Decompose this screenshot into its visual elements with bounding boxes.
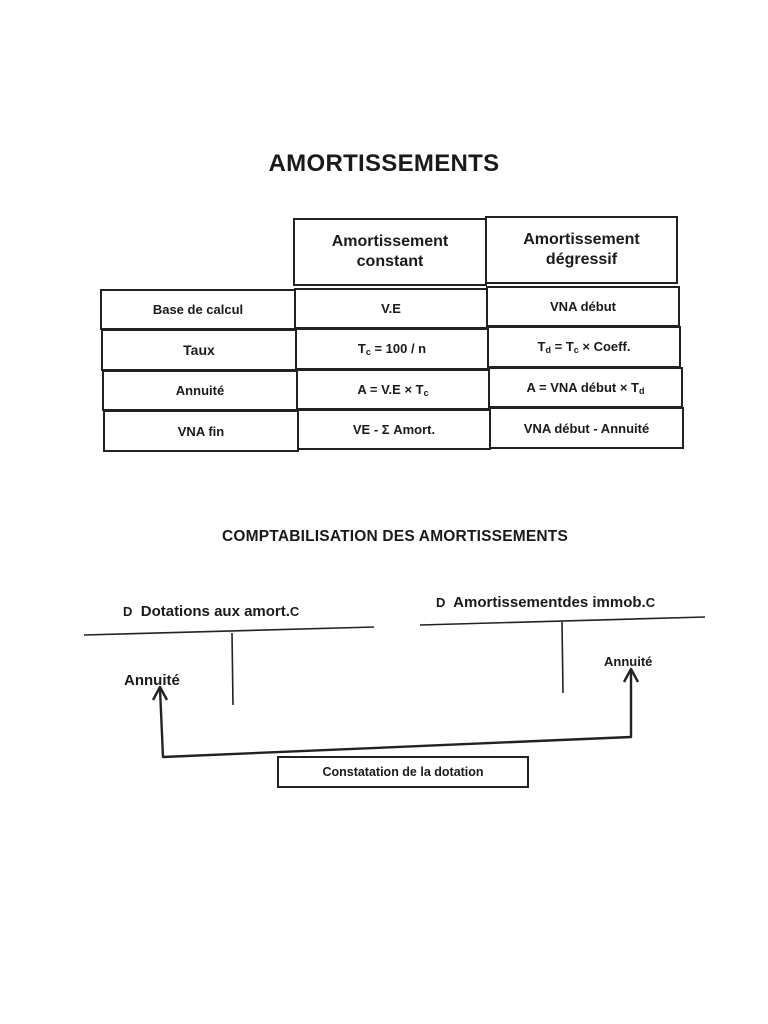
table-cell-degressif: VNA début - Annuité [489,407,684,449]
formula-tc: $T_c = 100 / n$ [357,341,427,357]
header-degressif-line2: dégressif [545,251,618,268]
table-cell-degressif: VNA début [486,286,680,327]
formula-annuity-constant: $A = V.E \times T_c$ [357,381,429,398]
account-right-name: Amortissementdes immob. [453,594,646,611]
header-constant-line2: constant [356,253,424,270]
header-degressif-line1: Amortissement [523,231,640,248]
table-row-label: Base de calcul [100,289,296,330]
table-row-label: Annuité [102,370,298,411]
table-row-label: Taux [101,329,297,371]
header-constant-line1: Amortissement [331,233,449,250]
right-entry-annuity: Annuité [604,654,653,669]
formula-td: $T_d = T_c$ × Coeff. [537,339,631,355]
left-entry-annuity: Annuité [124,672,180,689]
debit-mark: D [123,604,133,619]
account-left-name: Dotations aux amort. [140,603,290,620]
table-cell-constant: V.E [294,288,488,329]
table-row-label: VNA fin [103,410,299,452]
section-title: COMPTABILISATION DES AMORTISSEMENTS [222,528,568,545]
page-title: AMORTISSEMENTS [268,150,500,177]
connector-arrow-path [160,671,631,757]
credit-mark: C [289,604,300,619]
right-account-divider [562,622,563,693]
credit-mark: C [645,595,656,610]
left-account-divider [232,633,233,705]
formula-annuity-degressif: A = VNA début × $T_d$ [526,379,645,396]
left-account-top-line [84,627,374,635]
table-cell-constant: VE - Σ Amort. [297,409,491,450]
debit-mark: D [436,595,446,610]
note-box: Constatation de la dotation [277,756,529,788]
